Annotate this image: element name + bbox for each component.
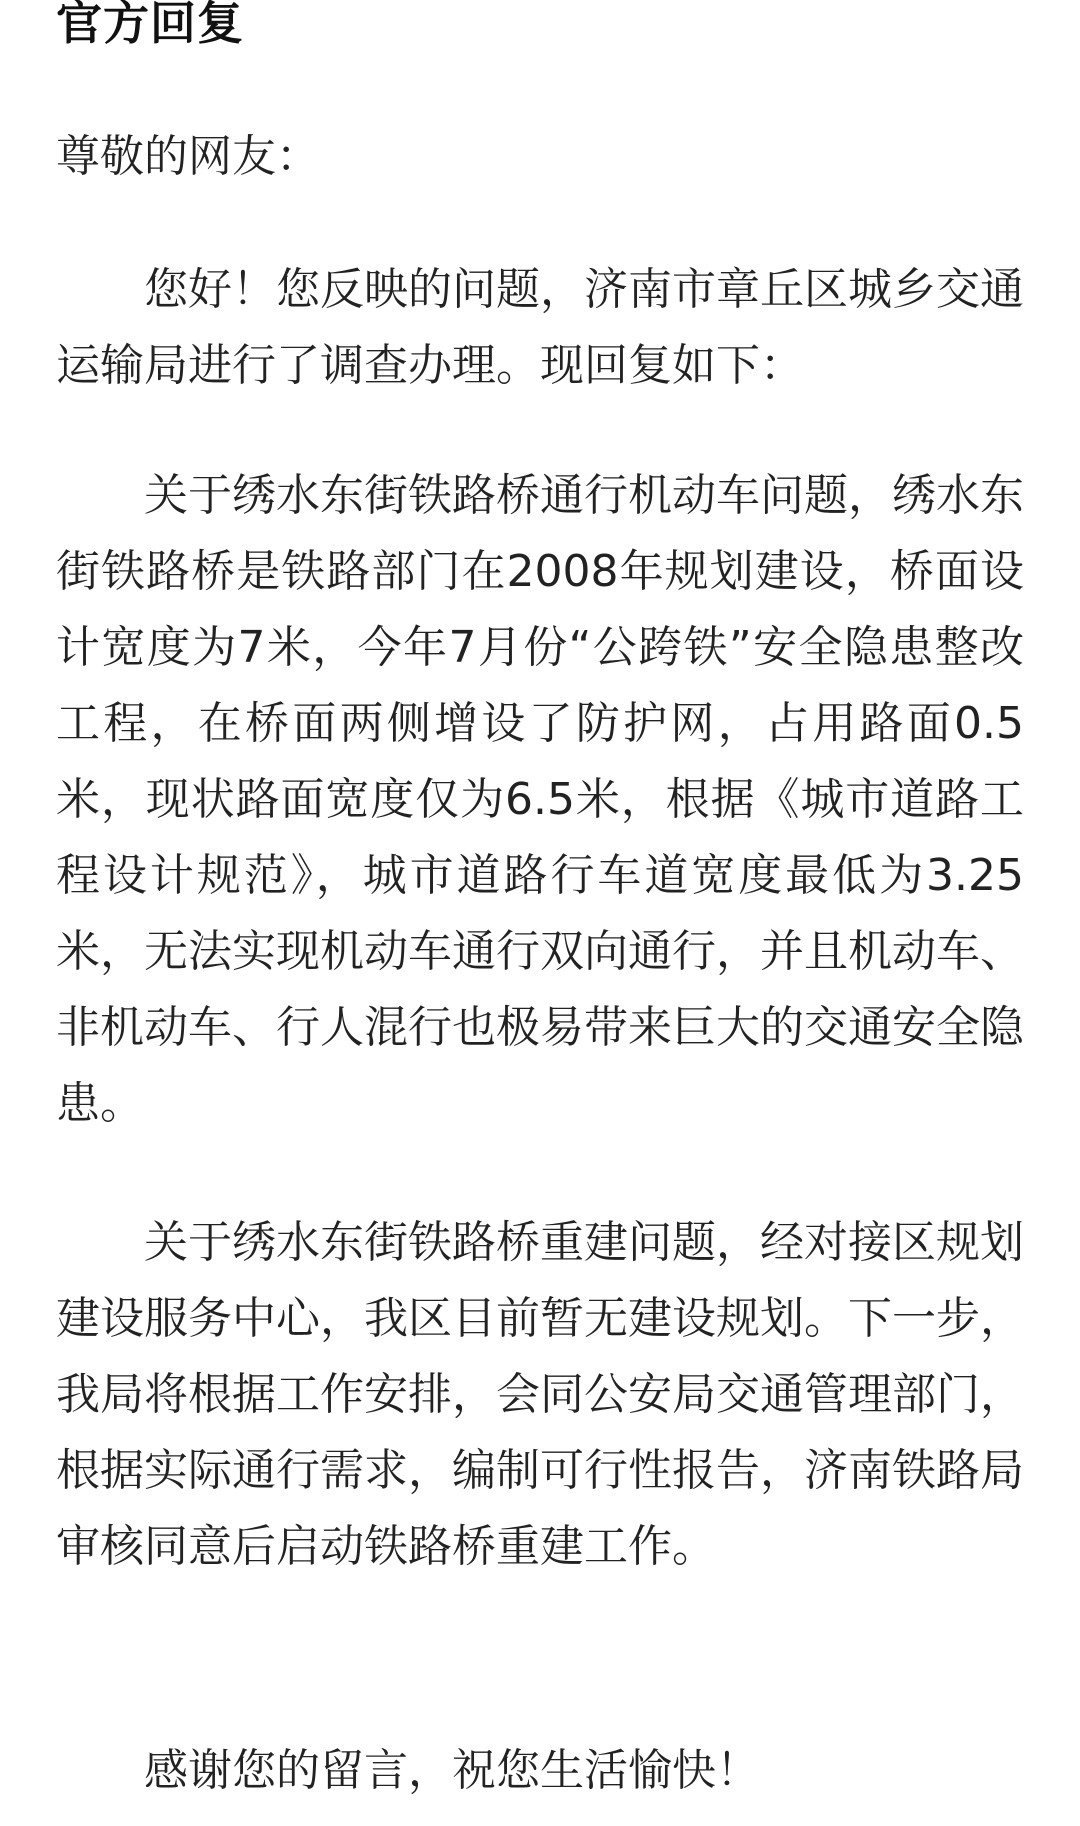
reply-bridge-rebuild-paragraph: 关于绣水东街铁路桥重建问题，经对接区规划建设服务中心，我区目前暂无建设规划。下一步，我局将根据工作安排，会同公安局交通管理部门，根据实际通行需求，编制可行性报告，济南铁路局审核同意后启动铁路桥重建工作。 <box>56 1217 1024 1572</box>
reply-title: 官方回复 <box>56 0 244 50</box>
reply-closing-paragraph: 感谢您的留言，祝您生活愉快！ <box>144 1745 760 1796</box>
reply-bridge-traffic-paragraph: 关于绣水东街铁路桥通行机动车问题，绣水东街铁路桥是铁路部门在2008年规划建设，桥面设计宽度为7米，今年7月份“公跨铁”安全隐患整改工程，在桥面两侧增设了防护网，占用路面0.5米，现状路面宽度仅为6.5米，根据《城市道路工程设计规范》，城市道路行车道宽度最低为3.25米，无法实现机动车通行双向通行，并且机动车、非机动车、行人混行也极易带来巨大的交通安全隐患。 <box>56 470 1024 1129</box>
greeting-line: 尊敬的网友： <box>56 131 320 182</box>
reply-intro-paragraph: 您好！您反映的问题，济南市章丘区城乡交通运输局进行了调查办理。现回复如下： <box>56 264 1024 391</box>
